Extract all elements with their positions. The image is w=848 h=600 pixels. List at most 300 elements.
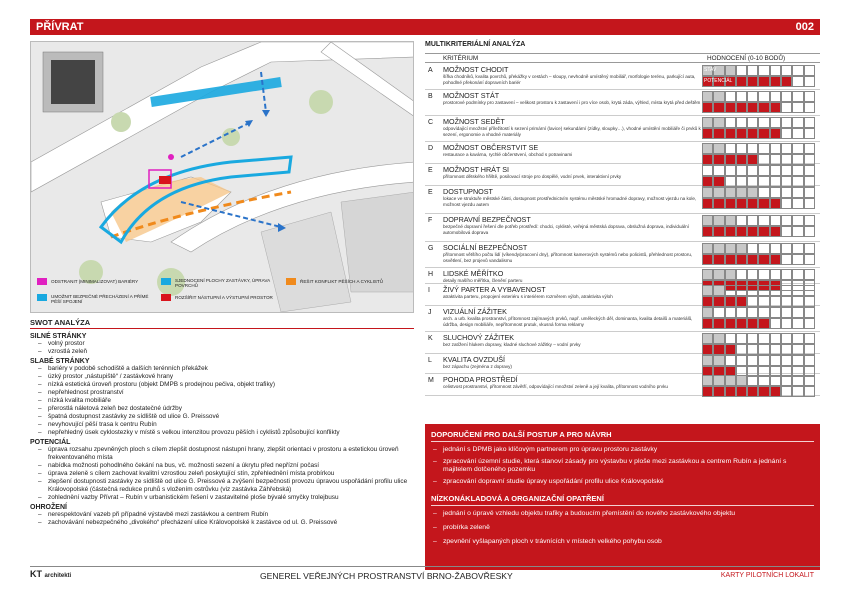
rating-stav (702, 355, 815, 366)
rating-cell (758, 143, 769, 154)
rating-cell (792, 307, 803, 318)
legend-swatch-barriers (37, 278, 47, 285)
rating-cell (758, 65, 769, 76)
rating-cell (736, 65, 747, 76)
rating-cell (792, 285, 803, 296)
matrix-row-title: MOŽNOST STÁT (443, 91, 500, 100)
footer (30, 566, 820, 584)
rating-cell (747, 187, 758, 198)
swot-strengths-list (30, 340, 414, 356)
list-item: – přerostlá náletová zeleň bez dostatečné údržby (30, 405, 414, 413)
rating-cell (804, 187, 815, 198)
rating-cell (747, 307, 758, 318)
rating-cell (781, 386, 792, 397)
rating-cell (747, 226, 758, 237)
rating-cell (758, 76, 769, 87)
swot-strengths-title: SILNÉ STRÁNKY (30, 333, 87, 340)
matrix-row-title: MOŽNOST OBČERSTVIT SE (443, 143, 539, 152)
rating-cell (702, 117, 713, 128)
rating-cell (725, 307, 736, 318)
rating-cell (770, 333, 781, 344)
rating-cell (781, 128, 792, 139)
rating-cell (781, 375, 792, 386)
rating-cell (713, 215, 724, 226)
recommendations-title: DOPORUČENÍ PRO DALŠÍ POSTUP A PRO NÁVRH (431, 430, 612, 439)
rating-cell (702, 318, 713, 329)
rating-stav (702, 269, 815, 280)
matrix-row-letter: B (428, 93, 433, 100)
matrix-row-description: restaurace a kavárna, rychlé občerstvení, obchod s potravinami (443, 152, 573, 157)
rating-cell (770, 165, 781, 176)
rating-cell (781, 187, 792, 198)
matrix-row-title: SOCIÁLNÍ BEZPEČNOST (443, 243, 528, 252)
rating-cell (736, 269, 747, 280)
rating-cell (713, 128, 724, 139)
matrix-row-description: přítomnost většího počtu lidí (víkendy/pracovní dny), přítomnost kamerových systémů nebo policistů, přehlednost prostoru, osvětlení, bez projevů vandalismu (443, 252, 693, 263)
rating-cell (736, 226, 747, 237)
rating-cell (770, 215, 781, 226)
rating-cell (736, 307, 747, 318)
rating-cell (736, 386, 747, 397)
rating-cell (770, 243, 781, 254)
rating-cell (736, 333, 747, 344)
rating-cell (725, 143, 736, 154)
rating-cell (713, 143, 724, 154)
footer-title: GENEREL VEŘEJNÝCH PROSTRANSTVÍ BRNO-ŽABOVŘESKY (260, 571, 513, 581)
rating-cell (702, 226, 713, 237)
matrix-row-title: MOŽNOST HRÁT SI (443, 165, 510, 174)
rating-cell (725, 117, 736, 128)
rating-cell (736, 143, 747, 154)
rating-cell (770, 117, 781, 128)
rating-cell (770, 254, 781, 265)
rating-stav (702, 333, 815, 344)
matrix-header (425, 53, 820, 63)
rating-cell (781, 143, 792, 154)
list-item: – jednání s DPMB jako klíčovým partnerem pro úpravu prostoru zastávky (431, 446, 811, 454)
rating-cell (781, 165, 792, 176)
rating-cell (725, 254, 736, 265)
rating-cell (758, 333, 769, 344)
rating-cell (781, 254, 792, 265)
rating-cell (725, 269, 736, 280)
rating-cell (736, 128, 747, 139)
page-title: PŘÍVRAT (36, 21, 84, 33)
rating-cell (747, 128, 758, 139)
rating-cell (702, 128, 713, 139)
rating-cell (804, 91, 815, 102)
site-map (30, 41, 414, 313)
rating-cell (758, 198, 769, 209)
matrix-row-description: bez zatížení hlukem dopravy, kladné sluchové zážitky – vodní prvky (443, 342, 581, 347)
rating-cell (725, 215, 736, 226)
rating-cell (758, 285, 769, 296)
matrix-col-rating: HODNOCENÍ (0-10 BODŮ) (707, 55, 786, 62)
rating-cell (781, 117, 792, 128)
rating-cell (747, 65, 758, 76)
rating-cell (702, 375, 713, 386)
matrix-row (425, 90, 820, 116)
swot-weaknesses-title: SLABÉ STRÁNKY (30, 358, 90, 365)
rating-cell (770, 318, 781, 329)
rating-cell (736, 187, 747, 198)
rating-cell (804, 143, 815, 154)
rating-cell (713, 91, 724, 102)
rating-cell (736, 285, 747, 296)
rating-potencial (702, 386, 815, 397)
matrix-row-letter: M (428, 377, 434, 384)
rating-cell (725, 187, 736, 198)
rating-cell (702, 102, 713, 113)
multicriteria-analysis (425, 41, 820, 389)
rating-cell (725, 65, 736, 76)
rating-cell (770, 187, 781, 198)
rating-cell (747, 143, 758, 154)
rating-cell (781, 91, 792, 102)
list-item: – zpracování dopravní studie úpravy uspořádání profilu ulice Královopolské (431, 478, 811, 486)
rating-cell (747, 355, 758, 366)
rating-cell (792, 386, 803, 397)
list-item: – úprava zeleně s cílem zachovat kvalitní vzrostlou zeleň poskytující stín, zpřehlednění místa probírkou (30, 470, 414, 478)
list-item: – zpracování územní studie, která stanoví zásady pro výstavbu v ploše mezi zastávkou a centrem Rubín a jednání s majitelem dotčeného pozemku (431, 458, 811, 474)
legend-stop-surface: SJEDNOCENÍ PLOCHY ZASTÁVKY, ÚPRAVA POVRCHŮ (175, 278, 270, 289)
rating-cell (758, 215, 769, 226)
rating-cell (702, 285, 713, 296)
matrix-row-letter: H (428, 271, 434, 278)
rating-cell (725, 102, 736, 113)
matrix-row-description: bez zápachu (zejména z dopravy) (443, 364, 512, 369)
rating-potencial (702, 254, 815, 265)
rating-potencial (702, 318, 815, 329)
list-item: – volný prostor (30, 340, 414, 348)
rating-cell (770, 386, 781, 397)
potencial-label: POTENCIÁL (704, 78, 733, 84)
rating-cell (725, 285, 736, 296)
footer-subtitle: KARTY PILOTNÍCH LOKALIT (720, 572, 814, 579)
rating-cell (747, 254, 758, 265)
rating-cell (758, 269, 769, 280)
rating-cell (747, 102, 758, 113)
matrix-row (425, 164, 820, 186)
matrix-row-letter: J (428, 309, 432, 316)
matrix-row-title: POHODA PROSTŘEDÍ (443, 375, 518, 384)
rating-cell (781, 76, 792, 87)
rating-cell (781, 198, 792, 209)
legend-barriers: ODSTRANIT (MINIMALIZOVAT) BARIÉRY (51, 279, 139, 284)
matrix-row (425, 242, 820, 268)
list-item: – nepřehlednost prostranství (30, 389, 414, 397)
matrix-row-description: detaily mašího měřítka, členění parteru (443, 278, 523, 283)
rating-cell (736, 243, 747, 254)
rating-cell (713, 187, 724, 198)
rating-cell (792, 198, 803, 209)
matrix-row (425, 142, 820, 164)
rating-cell (792, 117, 803, 128)
list-item: – nerespektování vazeb při případné výstavbě mezi zastávkou a centrem Rubín (30, 511, 414, 519)
matrix-row (425, 332, 820, 354)
rating-cell (736, 318, 747, 329)
rating-cell (804, 65, 815, 76)
rating-cell (804, 165, 815, 176)
rating-cell (702, 269, 713, 280)
rating-cell (770, 198, 781, 209)
legend-platform: ROZŠÍŘIT NÁSTUPNÍ A VÝSTUPNÍ PROSTOR (175, 295, 273, 300)
rating-cell (702, 307, 713, 318)
rating-stav (702, 117, 815, 128)
rating-stav (702, 243, 815, 254)
matrix-row-letter: A (428, 67, 433, 74)
rating-stav (702, 143, 815, 154)
matrix-row-description: atraktivita parteru, propojení exteriéru s interiérem rozměrem výloh, atraktivita výloh (443, 294, 613, 299)
rating-cell (713, 355, 724, 366)
rating-cell (747, 243, 758, 254)
rating-cell (758, 386, 769, 397)
rating-cell (781, 318, 792, 329)
rating-cell (758, 226, 769, 237)
matrix-row-letter: E (428, 189, 433, 196)
rating-cell (747, 198, 758, 209)
rating-cell (758, 187, 769, 198)
rating-cell (758, 102, 769, 113)
rating-cell (736, 254, 747, 265)
rating-cell (702, 355, 713, 366)
rating-potencial (702, 128, 815, 139)
rating-cell (713, 333, 724, 344)
rating-cell (725, 198, 736, 209)
rating-cell (736, 215, 747, 226)
site-map-drawing (31, 42, 414, 313)
rating-cell (747, 375, 758, 386)
logo-text: architekti (44, 573, 72, 579)
rating-cell (736, 102, 747, 113)
rating-cell (747, 91, 758, 102)
legend-swatch-platform (161, 294, 171, 301)
rating-cell (792, 333, 803, 344)
rating-cell (747, 76, 758, 87)
matrix-title: MULTIKRITERIÁLNÍ ANALÝZA (425, 41, 526, 48)
rating-potencial (702, 198, 815, 209)
rating-cell (702, 386, 713, 397)
list-item: – jednání o úpravě vzhledu objektu trafiky a budoucím přemístění do nového zastávkového objektu (431, 510, 811, 518)
matrix-row-description: celistvost prostranství, přítomnost závětří, odpovídající množství zeleně a její kvalita, přítomnost vodního prvku (443, 384, 668, 389)
rating-cell (725, 318, 736, 329)
rating-cell (804, 307, 815, 318)
rating-cell (736, 375, 747, 386)
rating-cell (725, 375, 736, 386)
matrix-row (425, 374, 820, 396)
rating-cell (770, 355, 781, 366)
rating-cell (804, 318, 815, 329)
rating-cell (792, 143, 803, 154)
matrix-row-letter: D (428, 145, 434, 152)
rating-cell (781, 243, 792, 254)
rating-cell (713, 226, 724, 237)
matrix-row-title: MOŽNOST SEDĚT (443, 117, 505, 126)
list-item: – vzrostlá zeleň (30, 348, 414, 356)
rating-cell (747, 285, 758, 296)
measures-title: NÍZKONÁKLADOVÁ A ORGANIZAČNÍ OPATŘENÍ (431, 494, 604, 503)
matrix-row-title: SLUCHOVÝ ZÁŽITEK (443, 333, 515, 342)
matrix-row-description: arch. a urb. kvalita prostranství, přítomnost zajímavých prvků, např. uměleckých děl, dominanta, kvalita detailů a materiálů, údržba, design mobiliáře, nepřítomnost prutuk, vkusná forma reklamy (443, 316, 693, 327)
rating-cell (747, 269, 758, 280)
rating-cell (713, 375, 724, 386)
rating-cell (770, 128, 781, 139)
rating-cell (702, 165, 713, 176)
rating-cell (725, 333, 736, 344)
rating-cell (770, 76, 781, 87)
swot-threats-title: OHROŽENÍ (30, 504, 67, 511)
matrix-col-criterion: KRITÉRIUM (443, 55, 479, 62)
rating-cell (804, 76, 815, 87)
matrix-row-letter: G (428, 245, 434, 252)
rating-cell (781, 226, 792, 237)
rating-cell (702, 198, 713, 209)
rating-cell (725, 226, 736, 237)
swot-potential-title: POTENCIÁL (30, 439, 71, 446)
swot-threats-list (30, 511, 414, 527)
rating-cell (781, 307, 792, 318)
rating-cell (804, 198, 815, 209)
matrix-row-title: LIDSKÉ MĚŘÍTKO (443, 269, 504, 278)
rating-cell (713, 254, 724, 265)
matrix-row (425, 268, 820, 284)
matrix-row-description: odpovídající množství příležitostí k sezení primární (lavice) sekundární (zídky, sloupky…), vhodné umístění mobiliáře či prvků k sezení, ergonomie a vhodné materiály (443, 126, 701, 137)
matrix-row (425, 306, 820, 332)
rating-stav (702, 65, 815, 76)
rating-cell (736, 165, 747, 176)
list-item: – zachovávání nebezpečného „divokého“ přecházení ulice Královopolské k zastávce od ul. G. Preissové (30, 519, 414, 527)
rating-cell (702, 333, 713, 344)
page-number: 002 (795, 21, 814, 33)
swot-divider (30, 328, 414, 329)
legend-crossing: UMOŽNIT BEZPEČNÉ PŘECHÁZENÍ A PŘÍMÉ PĚŠÍ SPOJENÍ (51, 294, 149, 305)
rating-cell (713, 269, 724, 280)
rating-cell (736, 355, 747, 366)
rating-cell (792, 318, 803, 329)
legend-swatch-conflict (286, 278, 296, 285)
list-item: – zlepšení dostupnosti zastávky ze sídliště od ulice G. Preissové a zvýšení bezpečnosti provozu úpravou uspořádání profilu ulice Královopolské (částečná redukce pruhů s vložením ostrůvku (viz zastávka Záhřebská) (30, 478, 414, 494)
rating-cell (713, 102, 724, 113)
matrix-row-letter: K (428, 335, 433, 342)
rating-cell (804, 128, 815, 139)
rating-cell (781, 285, 792, 296)
matrix-row (425, 116, 820, 142)
rating-potencial (702, 226, 815, 237)
matrix-row (425, 214, 820, 242)
rating-cell (758, 117, 769, 128)
rating-cell (792, 243, 803, 254)
list-item: – nepřehledný úsek cyklostezky v místě s velkou intenzitou provozu pěších i cyklistů způsobující konflikty (30, 429, 414, 437)
rating-cell (702, 254, 713, 265)
list-item: – nabídka možnosti pohodlného čekání na bus, vč. možnosti sezení a úkrytu před nepřízní počasí (30, 462, 414, 470)
list-item: – probírka zeleně (431, 524, 811, 532)
rating-stav (702, 285, 815, 296)
matrix-row-description: šířka chodníků, kvalita povrchů, překážky v cestách – sloupy, nevhodně umístěný mobiliář, morfologie terénu, parkující auta, pohodlné překonání dopravních bariér (443, 74, 696, 85)
rating-cell (792, 102, 803, 113)
logo-kt: KT (30, 569, 42, 579)
list-item: – bariéry v podobě schodiště a dalších terénních překážek (30, 365, 414, 373)
rating-cell (747, 333, 758, 344)
rating-cell (702, 91, 713, 102)
rating-cell (736, 76, 747, 87)
rating-cell (758, 375, 769, 386)
legend-swatch-stop-surface (161, 278, 171, 285)
company-logo (30, 569, 71, 579)
list-item: – zpevnění vyšlapaných ploch v trávnících v místech velkého pohybu osob (431, 538, 811, 546)
rating-cell (804, 269, 815, 280)
matrix-row-title: DOSTUPNOST (443, 187, 493, 196)
rating-cell (781, 355, 792, 366)
matrix-row (425, 64, 820, 90)
list-item: – nízká estetická úroveň prostoru (objekt DMPB s prodejnou pečiva, objekt trafiky) (30, 381, 414, 389)
rating-cell (792, 226, 803, 237)
swot-title: SWOT ANALÝZA (30, 318, 91, 327)
rating-cell (804, 333, 815, 344)
recommendations-panel (425, 424, 820, 570)
list-item: – úprava rozsahu zpevněných ploch s cílem zlepšit dostupnost nástupní hrany, zlepšit orientaci v prostoru a estetickou úroveň frekventovaného místa (30, 446, 414, 462)
rating-cell (702, 215, 713, 226)
rating-cell (702, 143, 713, 154)
rating-cell (736, 91, 747, 102)
rating-cell (770, 375, 781, 386)
rating-cell (804, 117, 815, 128)
list-item: – úzký prostor „nástupiště“ / zastávkové hrany (30, 373, 414, 381)
rating-cell (781, 65, 792, 76)
rating-cell (747, 318, 758, 329)
matrix-row-letter: I (428, 287, 430, 294)
rating-cell (770, 65, 781, 76)
rating-cell (758, 254, 769, 265)
measures-divider (431, 505, 814, 506)
rating-cell (781, 102, 792, 113)
rating-cell (770, 143, 781, 154)
rating-cell (702, 243, 713, 254)
matrix-row-title: KVALITA OVZDUŠÍ (443, 355, 506, 364)
rating-stav (702, 187, 815, 198)
rating-cell (758, 243, 769, 254)
matrix-row-title: DOPRAVNÍ BEZPEČNOST (443, 215, 531, 224)
matrix-row-letter: L (428, 357, 432, 364)
rating-stav (702, 165, 815, 176)
list-item: – nevyhovující pěší trasa k centru Rubín (30, 421, 414, 429)
rating-cell (804, 215, 815, 226)
list-item: – zohlednění vazby Přívrat – Rubín v urbanistickém řešení v zastavitelné ploše bývalé smyčky trolejbusu (30, 494, 414, 502)
matrix-row-description: lokace ve struktuře městské části, dostupnost prostřednictvím systému městské hromadné dopravy, možnost vjezdu na kole, možnost vjezdu autem (443, 196, 697, 207)
rating-cell (804, 375, 815, 386)
rating-cell (804, 254, 815, 265)
rating-cell (713, 243, 724, 254)
rating-cell (758, 355, 769, 366)
list-item: – špatná dostupnost zastávky ze sídliště od ulice G. Preissové (30, 413, 414, 421)
rating-cell (804, 102, 815, 113)
rating-cell (713, 198, 724, 209)
rating-cell (725, 165, 736, 176)
list-item: – nízká kvalita mobiliáře (30, 397, 414, 405)
recommendations-divider (431, 441, 814, 442)
legend-conflict: ŘEŠIT KONFLIKT PĚŠÍCH A CYKLISTŮ (300, 279, 384, 284)
rating-cell (792, 355, 803, 366)
matrix-row-letter: C (428, 119, 434, 126)
rating-cell (792, 91, 803, 102)
rating-cell (713, 117, 724, 128)
rating-cell (747, 117, 758, 128)
rating-cell (758, 318, 769, 329)
rating-stav (702, 307, 815, 318)
matrix-row-description: přítomnost dětského hřiště, posilovací stroje pro dospělé, vodní prvek, interaktivní prvky (443, 174, 622, 179)
rating-cell (792, 375, 803, 386)
rating-stav (702, 91, 815, 102)
swot-potential-list (30, 446, 414, 502)
